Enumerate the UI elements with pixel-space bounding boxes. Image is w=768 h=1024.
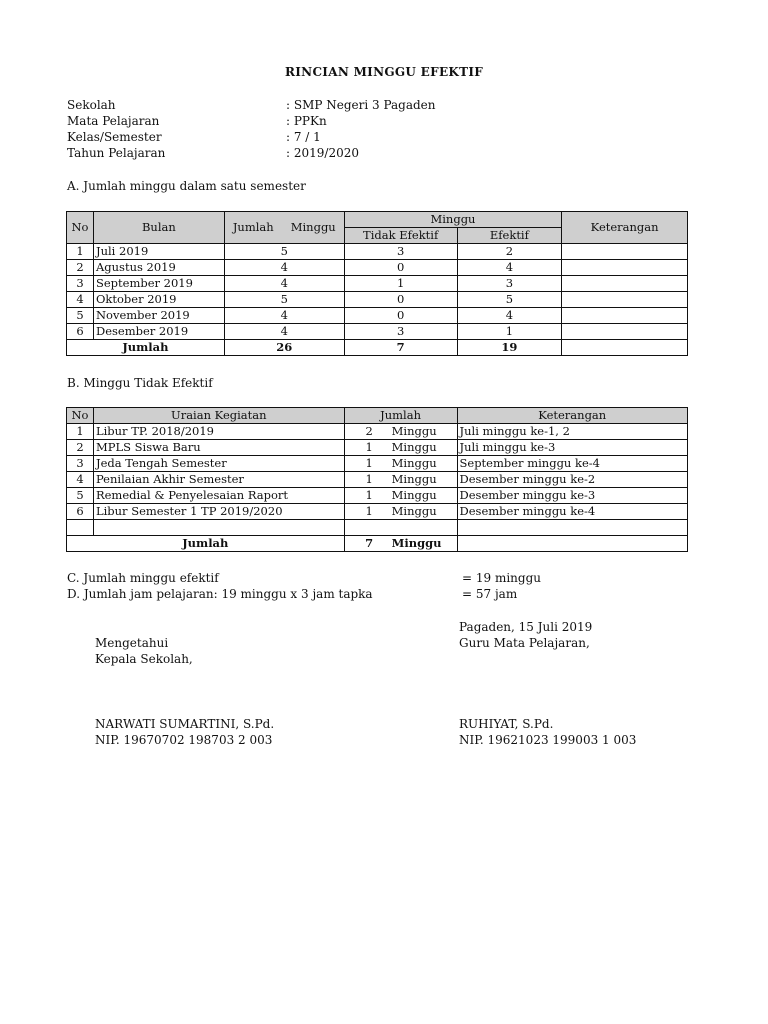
- total-efektif: 19: [457, 340, 562, 356]
- empty-cell: [67, 520, 94, 536]
- row-keterangan: Desember minggu ke-2: [457, 472, 687, 488]
- row-keterangan: [562, 308, 688, 324]
- info-label-kelas: Kelas/Semester: [67, 130, 162, 144]
- summary-d-label: D. Jumlah jam pelajaran: 19 minggu x 3 jam tapka: [67, 587, 373, 601]
- section-b-heading: B. Minggu Tidak Efektif: [67, 376, 213, 390]
- row-no: 5: [67, 308, 94, 324]
- section-a-heading: A. Jumlah minggu dalam satu semester: [67, 179, 306, 193]
- row-keterangan: [562, 292, 688, 308]
- row-no: 5: [67, 488, 94, 504]
- info-value-mapel: : PPKn: [286, 114, 327, 128]
- row-tidak-efektif: 0: [344, 292, 457, 308]
- row-keterangan: Juli minggu ke-1, 2: [457, 424, 687, 440]
- empty-cell: [344, 520, 457, 536]
- header-bulan: Bulan: [93, 212, 224, 244]
- header-jumlah-minggu: [224, 212, 344, 244]
- right-sign-name: RUHIYAT, S.Pd.: [459, 717, 554, 731]
- table-row: [67, 292, 688, 308]
- row-keterangan: Juli minggu ke-3: [457, 440, 687, 456]
- total-n: 7: [365, 536, 374, 550]
- info-label-mapel: Mata Pelajaran: [67, 114, 160, 128]
- table-row: [67, 244, 688, 260]
- non-effective-table: [66, 407, 688, 552]
- row-jumlah: 4: [224, 308, 344, 324]
- row-jumlah-n: 1: [365, 456, 373, 470]
- info-label-tahun: Tahun Pelajaran: [67, 146, 166, 160]
- total-unit: Minggu: [391, 536, 442, 550]
- total-label: Jumlah: [67, 536, 345, 552]
- table-row: [67, 440, 688, 456]
- row-jumlah-n: 1: [365, 440, 373, 454]
- row-tidak-efektif: 3: [344, 324, 457, 340]
- header-jumlah: Jumlah: [344, 408, 457, 424]
- row-keterangan: [562, 276, 688, 292]
- row-efektif: 4: [457, 260, 562, 276]
- row-no: 3: [67, 456, 94, 472]
- summary-d-value: = 57 jam: [462, 587, 518, 601]
- row-jumlah: 4: [224, 324, 344, 340]
- summary-c-value: = 19 minggu: [462, 571, 541, 585]
- header-keterangan: Keterangan: [562, 212, 688, 244]
- row-tidak-efektif: 3: [344, 244, 457, 260]
- header-no: No: [67, 408, 94, 424]
- row-jumlah-n: 1: [365, 504, 373, 518]
- row-no: 2: [67, 440, 94, 456]
- row-jumlah: 5: [224, 244, 344, 260]
- left-sign-name: NARWATI SUMARTINI, S.Pd.: [95, 717, 275, 731]
- header-uraian: Uraian Kegiatan: [93, 408, 344, 424]
- row-keterangan: [562, 324, 688, 340]
- row-jumlah-unit: Minggu: [391, 488, 437, 502]
- row-jumlah-unit: Minggu: [391, 456, 437, 470]
- right-sign-line1: Guru Mata Pelajaran,: [459, 636, 590, 650]
- total-label: Jumlah: [67, 340, 225, 356]
- row-jumlah: [344, 456, 457, 472]
- row-efektif: 2: [457, 244, 562, 260]
- info-value-tahun: : 2019/2020: [286, 146, 359, 160]
- row-efektif: 3: [457, 276, 562, 292]
- header-keterangan: Keterangan: [457, 408, 687, 424]
- row-tidak-efektif: 1: [344, 276, 457, 292]
- row-tidak-efektif: 0: [344, 260, 457, 276]
- total-row: [67, 340, 688, 356]
- header-jumlah: Jumlah: [232, 220, 274, 234]
- row-no: 4: [67, 472, 94, 488]
- row-jumlah-unit: Minggu: [391, 504, 437, 518]
- row-efektif: 1: [457, 324, 562, 340]
- row-bulan: November 2019: [93, 308, 224, 324]
- row-keterangan: Desember minggu ke-4: [457, 504, 687, 520]
- row-no: 6: [67, 324, 94, 340]
- row-keterangan: Desember minggu ke-3: [457, 488, 687, 504]
- row-jumlah: [344, 424, 457, 440]
- row-no: 4: [67, 292, 94, 308]
- row-uraian: Penilaian Akhir Semester: [93, 472, 344, 488]
- total-tidak-efektif: 7: [344, 340, 457, 356]
- header-minggu-group: Minggu: [344, 212, 562, 228]
- row-keterangan: [562, 244, 688, 260]
- row-uraian: Libur Semester 1 TP 2019/2020: [93, 504, 344, 520]
- row-no: 2: [67, 260, 94, 276]
- info-value-kelas: : 7 / 1: [286, 130, 321, 144]
- left-sign-nip: NIP. 19670702 198703 2 003: [95, 733, 273, 747]
- row-bulan: Oktober 2019: [93, 292, 224, 308]
- row-bulan: Desember 2019: [93, 324, 224, 340]
- info-value-sekolah: : SMP Negeri 3 Pagaden: [286, 98, 436, 112]
- row-no: 6: [67, 504, 94, 520]
- table-row: [67, 488, 688, 504]
- header-efektif: Efektif: [457, 228, 562, 244]
- row-jumlah: 5: [224, 292, 344, 308]
- row-keterangan: September minggu ke-4: [457, 456, 687, 472]
- summary-c-label: C. Jumlah minggu efektif: [67, 571, 219, 585]
- row-tidak-efektif: 0: [344, 308, 457, 324]
- row-uraian: Remedial & Penyelesaian Raport: [93, 488, 344, 504]
- row-jumlah: 4: [224, 260, 344, 276]
- weeks-table: [66, 211, 688, 356]
- table-row: [67, 308, 688, 324]
- row-bulan: Juli 2019: [93, 244, 224, 260]
- row-uraian: MPLS Siswa Baru: [93, 440, 344, 456]
- place-date: Pagaden, 15 Juli 2019: [459, 620, 593, 634]
- left-sign-line2: Kepala Sekolah,: [95, 652, 193, 666]
- row-efektif: 4: [457, 308, 562, 324]
- table-row: [67, 456, 688, 472]
- row-uraian: Libur TP. 2018/2019: [93, 424, 344, 440]
- row-jumlah: [344, 440, 457, 456]
- total-row: [67, 536, 688, 552]
- table-row: [67, 424, 688, 440]
- row-bulan: Agustus 2019: [93, 260, 224, 276]
- empty-cell: [457, 520, 687, 536]
- empty-cell: [93, 520, 344, 536]
- total-keterangan: [562, 340, 688, 356]
- total-keterangan: [457, 536, 687, 552]
- table-row: [67, 276, 688, 292]
- row-no: 3: [67, 276, 94, 292]
- row-bulan: September 2019: [93, 276, 224, 292]
- empty-row: [67, 520, 688, 536]
- row-jumlah-n: 1: [365, 472, 373, 486]
- table-row: [67, 472, 688, 488]
- info-label-sekolah: Sekolah: [67, 98, 116, 112]
- row-jumlah: [344, 472, 457, 488]
- total-jumlah: [344, 536, 457, 552]
- total-jumlah: 26: [224, 340, 344, 356]
- row-jumlah-n: 1: [365, 488, 373, 502]
- row-jumlah-unit: Minggu: [391, 472, 437, 486]
- row-no: 1: [67, 244, 94, 260]
- row-jumlah-unit: Minggu: [391, 424, 437, 438]
- row-jumlah-unit: Minggu: [391, 440, 437, 454]
- row-efektif: 5: [457, 292, 562, 308]
- right-sign-nip: NIP. 19621023 199003 1 003: [459, 733, 637, 747]
- row-jumlah: 4: [224, 276, 344, 292]
- table-row: [67, 504, 688, 520]
- table-row: [67, 260, 688, 276]
- row-no: 1: [67, 424, 94, 440]
- document-title: RINCIAN MINGGU EFEKTIF: [285, 65, 484, 79]
- row-jumlah: [344, 488, 457, 504]
- row-jumlah: [344, 504, 457, 520]
- header-no: No: [67, 212, 94, 244]
- header-minggu: Minggu: [290, 220, 336, 234]
- left-sign-line1: Mengetahui: [95, 636, 169, 650]
- header-tidak-efektif: Tidak Efektif: [344, 228, 457, 244]
- row-jumlah-n: 2: [365, 424, 373, 438]
- row-uraian: Jeda Tengah Semester: [93, 456, 344, 472]
- table-row: [67, 324, 688, 340]
- row-keterangan: [562, 260, 688, 276]
